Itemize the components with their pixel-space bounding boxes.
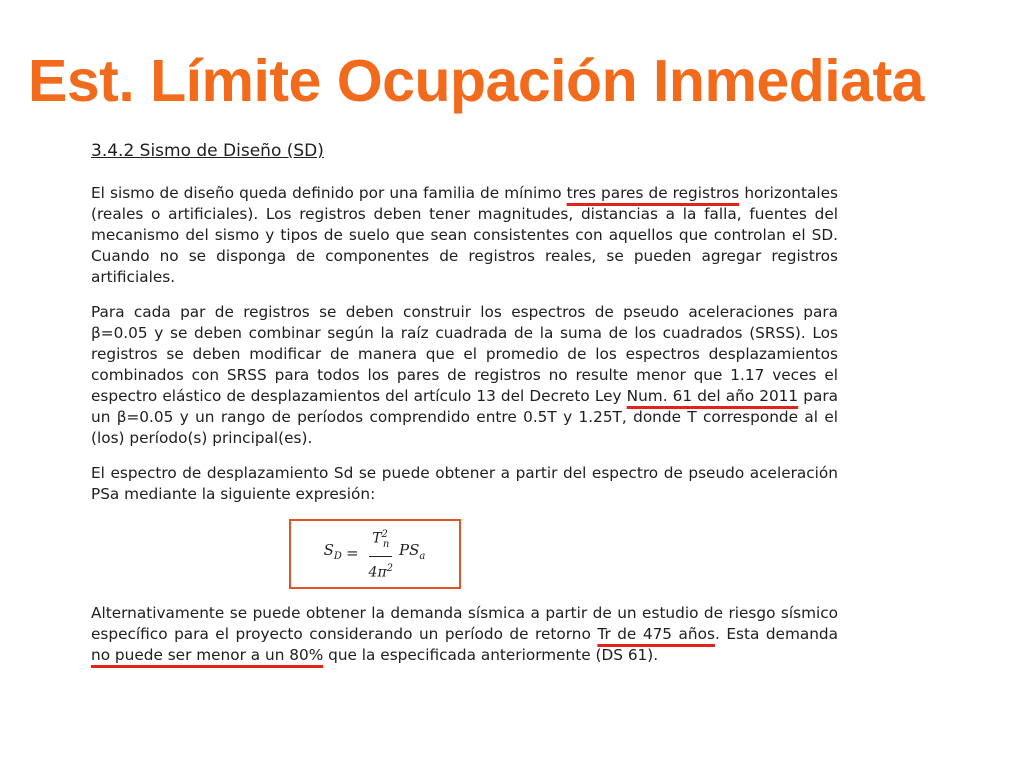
formula-rhs: $PS_a$ (399, 541, 426, 563)
paragraph-2-text-cont: para un β=0.05 y un rango de períodos comprendido entre 0.5T y 1.25T, donde T corresponde al el (los) período(s) principal(es). (91, 387, 839, 447)
highlight-tres-pares: tres pares de registros (566, 184, 740, 202)
formula-sd (324, 524, 426, 583)
paragraph-1-text: El sismo de diseño queda definido por una familia de mínimo (91, 184, 567, 202)
paragraph-1-text-cont: horizontales (reales o artificiales). Los registros deben tener magnitudes, distancias a la falla, fuentes del mecanismo del sismo y tipos de suelo que sean consistentes con aquellos que controlan el SD. Cuando no se disponga de componentes de registros reales, se pueden agregar registros artificiales. (91, 184, 839, 286)
formula-fraction (369, 524, 393, 583)
paragraph-4-text: Alternativamente se puede obtener la demanda sísmica a partir de un estudio de riesgo sísmico específico para el proyecto considerando un período de retorno (91, 604, 838, 643)
paragraph-4 (91, 603, 838, 666)
paragraph-2 (91, 302, 838, 449)
slide-title: Est. Límite Ocupación Inmediata (28, 48, 924, 114)
formula-box (289, 519, 461, 589)
formula-container (91, 519, 838, 589)
formula-equals: = (345, 544, 359, 563)
highlight-tr-475: Tr de 475 años (597, 625, 715, 643)
formula-lhs: $S_D$ (323, 541, 342, 563)
paragraph-1 (91, 183, 838, 288)
paragraph-4-text-mid: . Esta demanda (714, 625, 838, 643)
formula-denominator: $4\pi^2$ (368, 562, 394, 581)
paragraph-4-text-cont: que la especificada anteriormente (DS 61). (323, 646, 659, 664)
paragraph-2-text: Para cada par de registros se deben construir los espectros de pseudo aceleraciones para β=0.05 y se deben combinar según la raíz cuadrada de la suma de los cuadrados (SRSS). Los registros se deben modificar de manera que el promedio de los espectros desplazamientos combinados con SRSS para todos los pares de registros no resulte menor que 1.17 veces el espectro elástico de desplazamientos del artículo 13 del Decreto Ley (91, 303, 838, 405)
highlight-80-percent: no puede ser menor a un 80% (91, 646, 324, 664)
document-excerpt (91, 140, 838, 680)
section-heading: 3.4.2 Sismo de Diseño (SD) (91, 141, 324, 161)
highlight-decreto: Num. 61 del año 2011 (626, 387, 799, 405)
paragraph-3: El espectro de desplazamiento Sd se puede obtener a partir del espectro de pseudo aceleración PSa mediante la siguiente expresión: (91, 464, 838, 503)
formula-numerator: $T^2_n$ (369, 524, 392, 556)
